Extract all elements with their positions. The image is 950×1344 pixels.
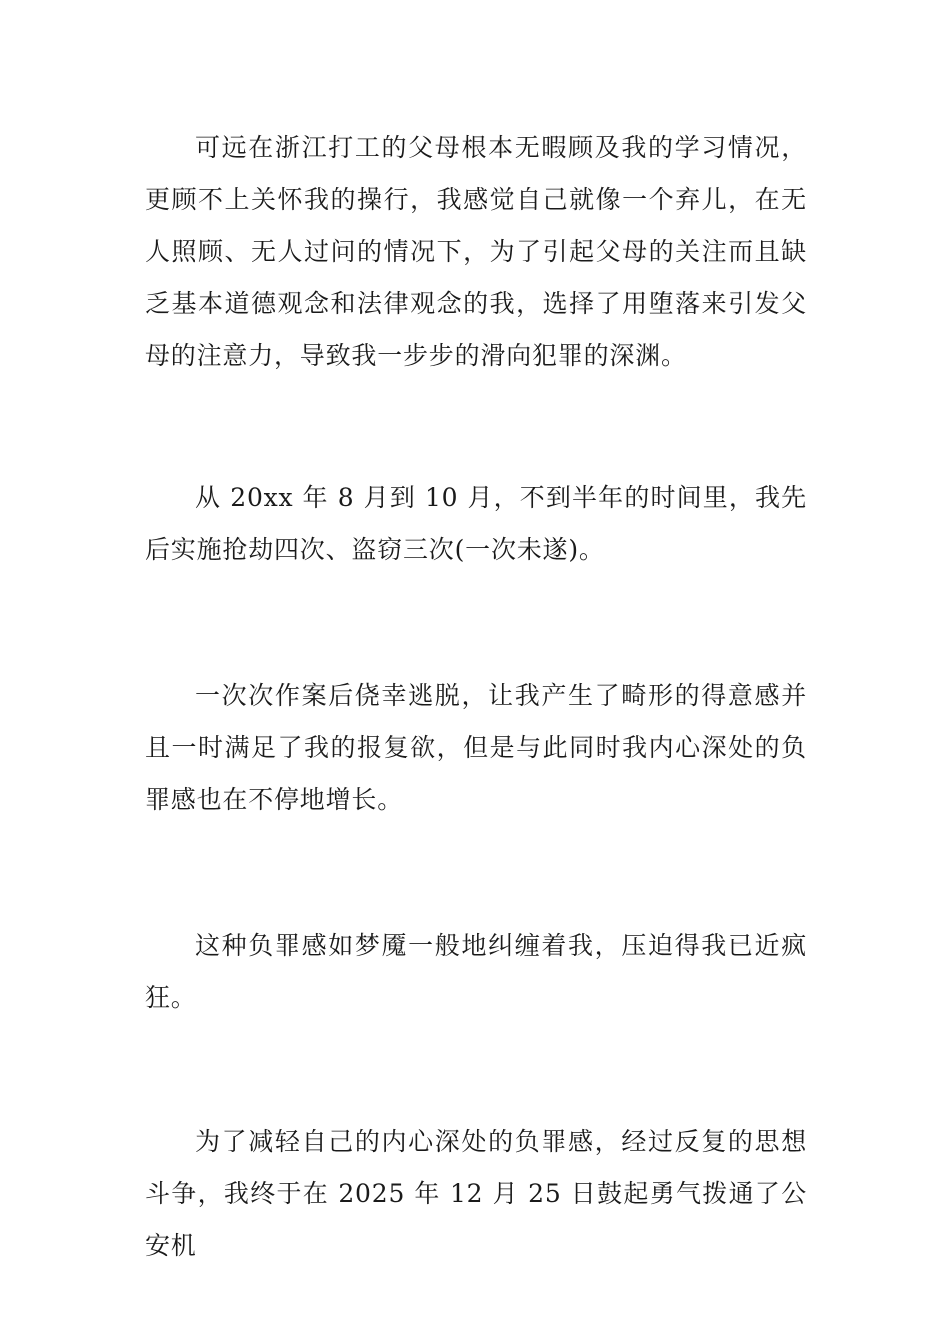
paragraph: 从 20xx 年 8 月到 10 月，不到半年的时间里，我先后实施抢劫四次、盗窃三次(一次未遂)。 <box>145 483 807 564</box>
paragraph: 为了减轻自己的内心深处的负罪感，经过反复的思想斗争，我终于在 2025 年 12 月 25 日鼓起勇气拨通了公安机 <box>145 1127 807 1260</box>
paragraph: 可远在浙江打工的父母根本无暇顾及我的学习情况，更顾不上关怀我的操行，我感觉自己就像一个弃儿，在无人照顾、无人过问的情况下，为了引起父母的关注而且缺乏基本道德观念和法律观念的我，选择了用堕落来引发父母的注意力，导致我一步步的滑向犯罪的深渊。 <box>145 133 807 370</box>
paragraph: 这种负罪感如梦魇一般地纠缠着我，压迫得我已近疯狂。 <box>145 931 807 1012</box>
paragraph: 一次次作案后侥幸逃脱，让我产生了畸形的得意感并且一时满足了我的报复欲，但是与此同时我内心深处的负罪感也在不停地增长。 <box>145 681 807 814</box>
